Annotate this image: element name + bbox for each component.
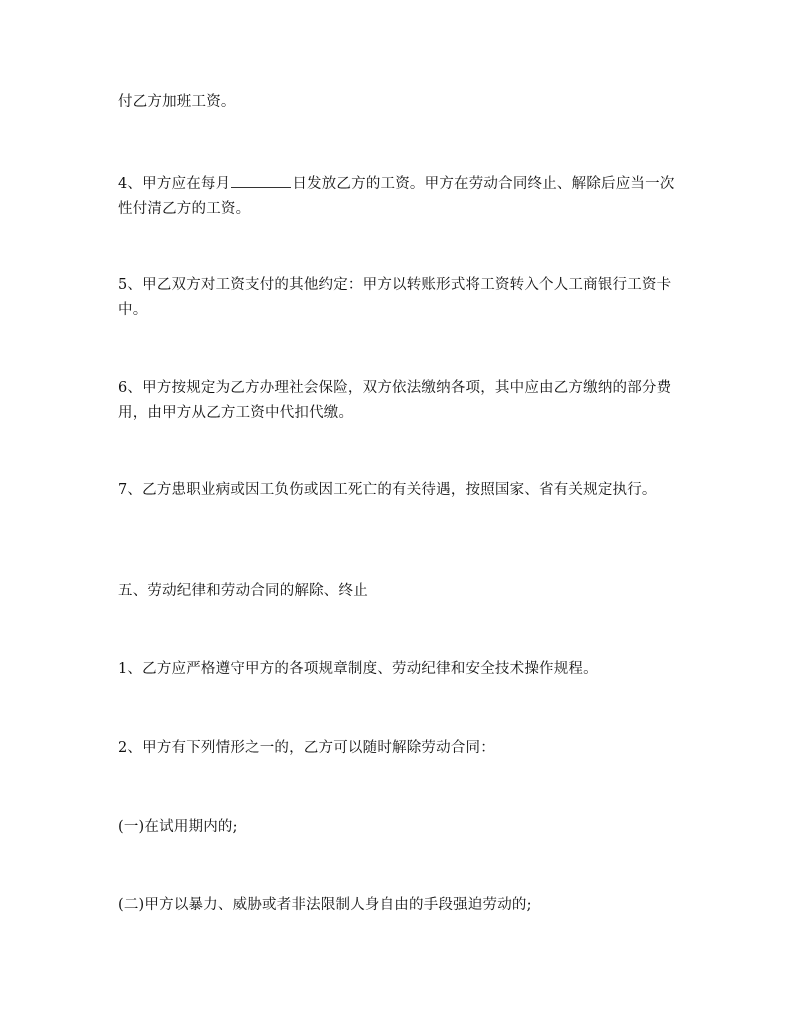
paragraph-clause-5-payment: 5、甲乙双方对工资支付的其他约定：甲方以转账形式将工资转入个人工商银行工资卡中。: [118, 277, 672, 318]
pay-day-blank: [231, 171, 291, 188]
clause-4-text-after: 日发放乙方的工资。甲方在劳动合同终止、解除后应当一次性付清乙方的工资。: [118, 176, 675, 217]
paragraph-item-two: (二)甲方以暴力、威胁或者非法限制人身自由的手段强迫劳动的;: [118, 897, 532, 913]
paragraph-clause-6-insurance: 6、甲方按规定为乙方办理社会保险，双方依法缴纳各项，其中应由乙方缴纳的部分费用，由甲方从乙方工资中代扣代缴。: [118, 380, 672, 421]
paragraph-overtime-pay: 付乙方加班工资。: [118, 94, 236, 110]
paragraph-item-one: (一)在试用期内的;: [118, 819, 238, 835]
clause-4-text-before: 4、甲方应在每月: [118, 176, 231, 192]
section-heading-five: 五、劳动纪律和劳动合同的解除、终止: [118, 583, 368, 599]
paragraph-discipline-1: 1、乙方应严格遵守甲方的各项规章制度、劳动纪律和安全技术操作规程。: [118, 661, 598, 677]
paragraph-clause-4-pay-date: [118, 171, 678, 222]
paragraph-clause-7-injury: 7、乙方患职业病或因工负伤或因工死亡的有关待遇，按照国家、省有关规定执行。: [118, 482, 657, 498]
paragraph-discipline-2: 2、甲方有下列情形之一的，乙方可以随时解除劳动合同：: [118, 740, 495, 756]
